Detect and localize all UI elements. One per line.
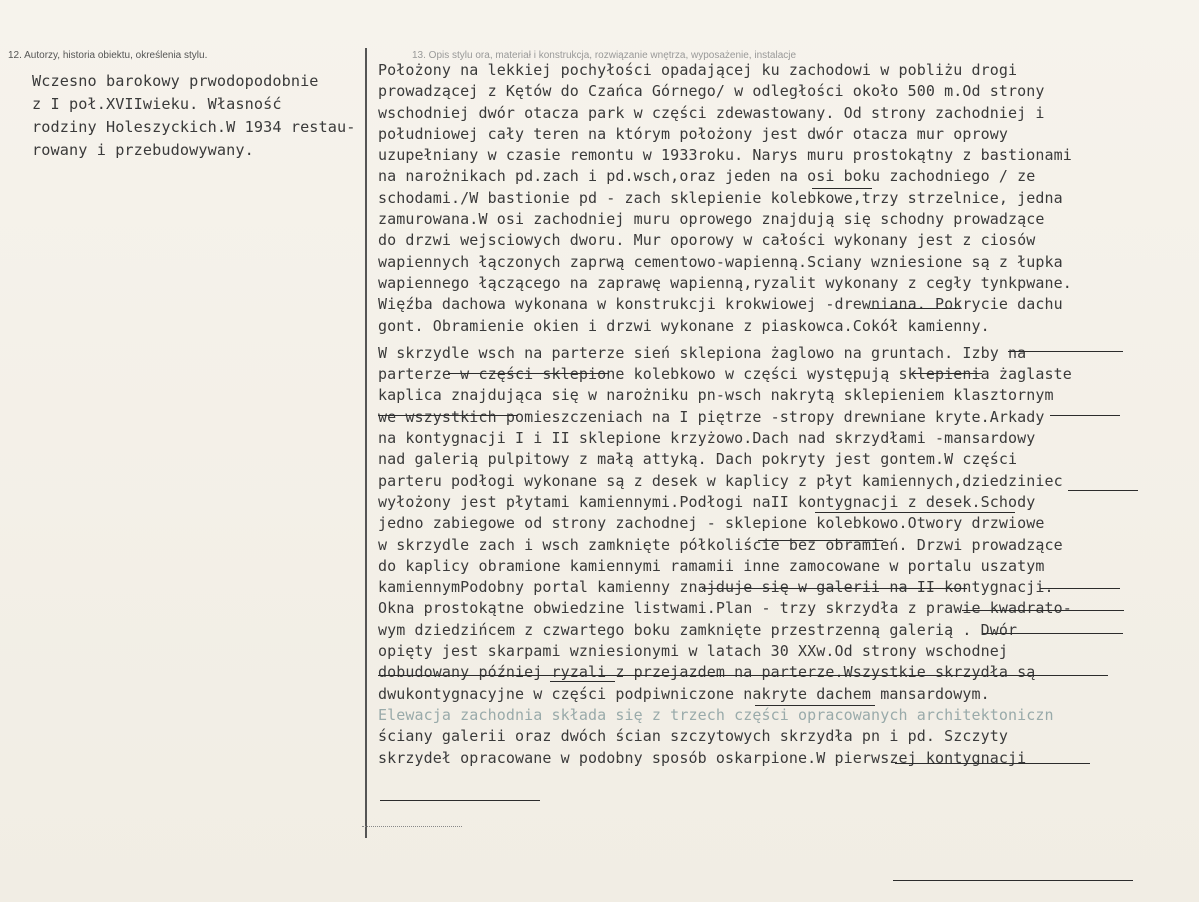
paragraph-elevation xyxy=(378,705,1168,769)
underline-mark xyxy=(893,880,1133,881)
text-line: kamiennymPodobny portal kamienny znajduje się w galerii na II kontygnacji. xyxy=(378,578,1054,597)
text-line: na narożnikach pd.zach i pd.wsch,oraz jeden na osi boku zachodniego / ze xyxy=(378,167,1036,186)
underline-mark xyxy=(812,188,872,189)
text-line: Elewacja zachodnia składa się z trzech części opracowanych architektoniczn xyxy=(378,705,1054,724)
text-line: do drzwi wejsciowych dworu. Mur oporowy w całości wykonany jest z ciosów xyxy=(378,231,1036,250)
text-line: wapiennych łączonych zaprwą cementowo-wapienną.Sciany wzniesione są z łupka xyxy=(378,252,1063,271)
text-line: wapiennego łączącego na zaprawę wapienną,ryzalit wykonany z cegły tynkpwane. xyxy=(378,273,1072,292)
right-column-header: 13. Opis stylu ora, materiał i konstrukcja, rozwiązanie wnętrza, wyposażenie, instalacje xyxy=(412,50,797,61)
text-line: ściany galerii oraz dwóch ścian szczytowych skrzydła pn i pd. Szczyty xyxy=(378,727,1009,746)
text-line: skrzydeł opracowane w podobny sposób oskarpione.W pierwszej kontygnacji xyxy=(378,748,1027,767)
text-line: uzupełniany w czasie remontu w 1933roku. Narys muru prostokątny z bastionami xyxy=(378,146,1072,165)
history-line: rodziny Holeszyckich.W 1934 restau- xyxy=(32,118,356,136)
text-line: parterze w części sklepione kolebkowo w części występują sklepienia żaglaste xyxy=(378,365,1072,384)
underline-mark xyxy=(702,588,967,589)
column-divider xyxy=(365,48,367,838)
text-line: schodami./W bastionie pd - zach sklepienie kolebkowe,trzy strzelnice, jedna xyxy=(378,188,1063,207)
history-line: rowany i przebudowywany. xyxy=(32,141,254,159)
text-line: na kontygnacji I i II sklepione krzyżowo.Dach nad skrzydłami -mansardowy xyxy=(378,429,1036,448)
underline-mark xyxy=(550,681,615,682)
underline-mark xyxy=(1050,415,1120,416)
paragraph-interior xyxy=(378,343,1168,705)
underline-mark xyxy=(870,308,960,309)
paragraph-exterior xyxy=(378,60,1168,337)
text-line: we wszystkich pomieszczeniach na I piętrze -stropy drewniane kryte.Arkady xyxy=(378,407,1045,426)
text-line: Położony na lekkiej pochyłości opadającej ku zachodowi w pobliżu drogi xyxy=(378,61,1018,79)
underline-mark xyxy=(983,633,1123,634)
text-line: opięty jest skarpami wzniesionymi w latach 30 XXw.Od strony wschodnej xyxy=(378,642,1009,661)
underline-mark xyxy=(962,610,1124,611)
text-line: południowej cały teren na którym położony jest dwór otacza mur oprowy xyxy=(378,124,1009,143)
dotted-divider xyxy=(362,826,462,827)
text-line: Okna prostokątne obwiedzine listwami.Plan - trzy skrzydła z prawie kwadrato- xyxy=(378,599,1072,618)
text-line: jedno zabiegowe od strony zachodnej - sklepione kolebkowo.Otwory drzwiowe xyxy=(378,514,1045,533)
underline-mark xyxy=(378,675,1108,676)
text-line: wym dziedzińcem z czwartego boku zamknięte przestrzenną galerią . Dwór xyxy=(378,620,1018,639)
underline-mark xyxy=(895,763,1090,764)
underline-mark xyxy=(912,373,982,374)
text-line: W skrzydle wsch na parterze sień sklepiona żaglowo na gruntach. Izby na xyxy=(378,343,1027,362)
text-line: dobudowany później ryzali z przejazdem na parterze.Wszystkie skrzydła są xyxy=(378,663,1036,682)
text-line: wyłożony jest płytami kamiennymi.Podłogi naII kontygnacji z desek.Schody xyxy=(378,492,1036,511)
text-line: nad galerią pulpitowy z małą attyką. Dach pokryty jest gontem.W części xyxy=(378,450,1018,469)
text-line: dwukontygnacyjne w części podpiwniczone nakryte dachem mansardowym. xyxy=(378,684,990,703)
text-line: zamurowana.W osi zachodniej muru oprowego znajdują się schodny prowadzące xyxy=(378,210,1045,229)
underline-mark xyxy=(1008,351,1123,352)
underline-mark xyxy=(815,512,1015,513)
text-line: kaplica znajdująca się w narożniku pn-wsch nakrytą sklepieniem klasztornym xyxy=(378,386,1054,405)
history-line: Wczesno barokowy prwodopodobnie xyxy=(32,72,319,90)
underline-mark xyxy=(758,540,883,541)
text-line: w skrzydle zach i wsch zamknięte półkoliście bez obramień. Drzwi prowadzące xyxy=(378,535,1063,554)
history-line: z I poł.XVIIwieku. Własność xyxy=(32,95,282,113)
underline-mark xyxy=(1068,490,1138,491)
text-line: do kaplicy obramione kamiennymi ramamii inne zamocowane w portalu uszatym xyxy=(378,556,1045,575)
text-line: prowadzącej z Kętów do Czańca Górnego/ w odległości około 500 m.Od strony xyxy=(378,82,1045,101)
underline-mark xyxy=(1040,588,1120,589)
text-line: Więźba dachowa wykonana w konstrukcji krokwiowej -drewniana. Pokrycie dachu xyxy=(378,295,1063,314)
text-line: wschodniej dwór otacza park w części zdewastowany. Od strony zachodniej i xyxy=(378,103,1045,122)
underline-mark xyxy=(378,415,518,416)
underline-mark xyxy=(755,705,875,706)
text-line: parteru podłogi wykonane są z desek w kaplicy z płyt kamiennych,dziedziniec xyxy=(378,471,1063,490)
history-section xyxy=(32,70,362,162)
underline-mark xyxy=(448,373,608,374)
text-line: gont. Obramienie okien i drzwi wykonane z piaskowca.Cokół kamienny. xyxy=(378,316,990,335)
left-column-header: 12. Autorzy, historia obiektu, określenia stylu. xyxy=(8,50,208,61)
underline-mark xyxy=(380,800,540,801)
